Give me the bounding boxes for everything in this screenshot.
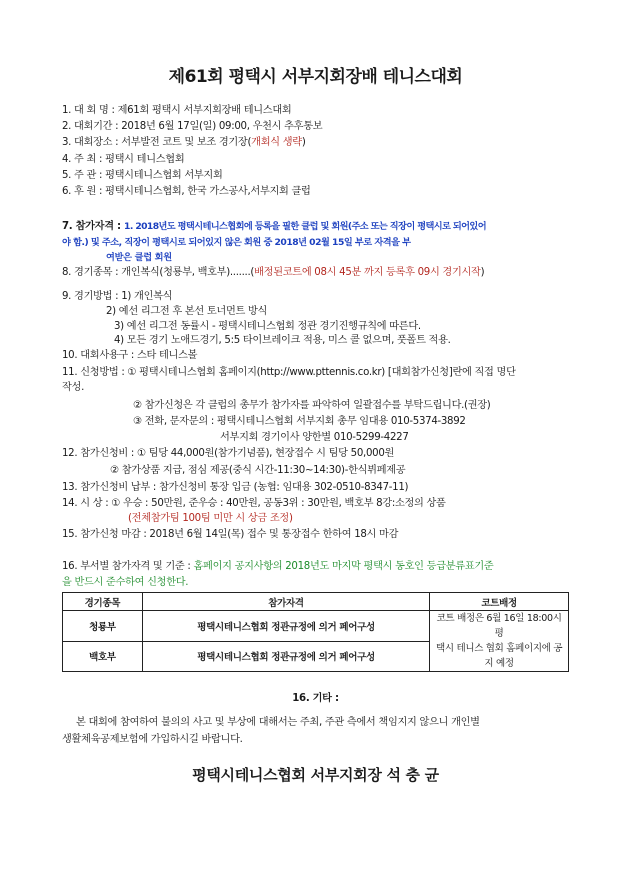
item-organizer: 5. 주 관 : 평택시테니스협회 서부지회 — [62, 170, 223, 181]
venue-note: 개회식 생략 — [251, 137, 302, 148]
venue-text: 3. 대회장소 : 서부발전 코트 및 보조 경기장( — [62, 137, 252, 148]
events-text: 8. 경기종목 : 개인복식(청룡부, 백호부).......( — [62, 267, 255, 278]
other-heading: 16. 기타 : — [292, 693, 339, 704]
apply-4: 서부지회 경기이사 양한별 010-5299-4227 — [220, 432, 409, 443]
row-qualification: 평택시테니스협회 정관규정에 의거 페어구성 — [142, 611, 429, 642]
item-host: 4. 주 최 : 평택시 테니스협회 — [62, 154, 185, 165]
header-event: 경기종목 — [63, 593, 143, 611]
eligibility-line3: 여받은 클럽 회원 — [106, 252, 172, 263]
events-close: ) — [480, 267, 485, 278]
method-4: 4) 모든 경기 노애드경기, 5:5 타이브레이크 적용, 미스 콜 없으며, 풋폴트 적용. — [114, 335, 451, 346]
court-line: 코트 배정은 6월 16일 18:00시 평 — [436, 613, 562, 639]
row-event: 백호부 — [63, 641, 143, 672]
court-line: 지 예정 — [484, 658, 514, 669]
division-cont: 을 반드시 준수하여 신청한다. — [62, 577, 189, 588]
item-event-name: 1. 대 회 명 : 제61회 평택시 서부지회장배 테니스대회 — [62, 105, 292, 116]
header-court: 코트배정 — [430, 593, 569, 611]
item-sponsor: 6. 후 원 : 평택시테니스협회, 한국 가스공사,서부지회 클럽 — [62, 186, 311, 197]
method-3: 3) 예선 리그전 동률시 - 평택시테니스협회 정관 경기진행규칙에 따른다. — [114, 321, 421, 332]
item-eligibility — [62, 220, 486, 234]
court-assignment — [430, 611, 569, 672]
venue-close: ) — [301, 137, 306, 148]
other-line2: 생활체육공제보험에 가입하시길 바랍니다. — [62, 734, 243, 745]
row-event: 청룡부 — [63, 611, 143, 642]
header-qualification: 참가자격 — [142, 593, 429, 611]
division-label: 16. 부서별 참가자격 및 기준 : — [62, 561, 194, 572]
item-events — [62, 266, 484, 280]
eligibility-line2: 야 함.) 및 주소, 직장이 평택시로 되어있지 않은 회원 중 2018년 02월 15일 부로 자격을 부 — [62, 237, 411, 248]
fee-2: ② 참가상품 지급, 점심 제공(중식 시간-11:30~14:30)-한식뷔페제공 — [110, 465, 406, 476]
court-line: 택시 테니스 협회 홈페이지에 공 — [435, 643, 563, 654]
table-header-row — [63, 593, 569, 611]
eligibility-line1: 1. 2018년도 평택시테니스협회에 등록을 필한 클럽 및 회원(주소 또는 직장이 평택시로 되어있어 — [124, 221, 486, 232]
item-fee: 12. 참가신청비 : ① 팀당 44,000원(참가기념품), 현장접수 시 팀당 50,000원 — [62, 448, 395, 459]
item-method: 9. 경기방법 : 1) 개인복식 — [62, 291, 173, 302]
apply-3: ③ 전화, 문자문의 : 평택시테니스협회 서부지회 총무 임대용 010-5374-3892 — [133, 416, 466, 427]
item-ball: 10. 대회사용구 : 스타 테니스볼 — [62, 350, 198, 361]
item-payment: 13. 참가신청비 납부 : 참가신청비 통장 입금 (농협: 임대용 302-0510-8347-11) — [62, 482, 409, 493]
table-row — [63, 611, 569, 642]
events-note: 배정된코트에 08시 45분 까지 등록후 09시 경기시작 — [254, 267, 481, 278]
apply-cont: 작성. — [62, 382, 85, 393]
awards-note: (전체참가팀 100팀 미만 시 상금 조정) — [128, 513, 293, 524]
item-awards: 14. 시 상 : ① 우승 : 50만원, 준우승 : 40만원, 공동3위 : 30만원, 백호부 8강:소정의 상품 — [62, 498, 446, 509]
other-line1: 본 대회에 참여하여 불의의 사고 및 부상에 대해서는 주최, 주관 측에서 책임지지 않으니 개인별 — [76, 717, 480, 728]
item-division — [62, 560, 493, 574]
method-2: 2) 예선 리그전 후 본선 토너먼트 방식 — [106, 306, 268, 317]
item-deadline: 15. 참가신청 마감 : 2018년 6월 14일(목) 접수 및 통장접수 한하여 18시 마감 — [62, 529, 399, 540]
apply-2: ② 참가신청은 각 클럽의 총무가 참가자를 파악하여 일괄접수를 부탁드립니다.(권장) — [133, 400, 491, 411]
page-title: 제61회 평택시 서부지회장배 테니스대회 — [168, 67, 463, 87]
signature-line: 평택시테니스협회 서부지회장 석 충 균 — [192, 766, 439, 784]
item-event-venue — [62, 136, 306, 150]
item-event-period: 2. 대회기간 : 2018년 6월 17일(일) 09:00, 우천시 추후통보 — [62, 121, 323, 132]
row-qualification: 평택시테니스협회 정관규정에 의거 페어구성 — [142, 641, 429, 672]
item-apply: 11. 신청방법 : ① 평택시테니스협회 홈페이지(http://www.pttennis.co.kr) [대회참가신청]란에 직접 명단 — [62, 367, 516, 378]
division-table — [62, 592, 569, 672]
eligibility-label: 7. 참가자격 : — [62, 221, 125, 232]
division-text: 홈페이지 공지사항의 2018년도 마지막 평택시 동호인 등급분류표기준 — [193, 561, 494, 572]
